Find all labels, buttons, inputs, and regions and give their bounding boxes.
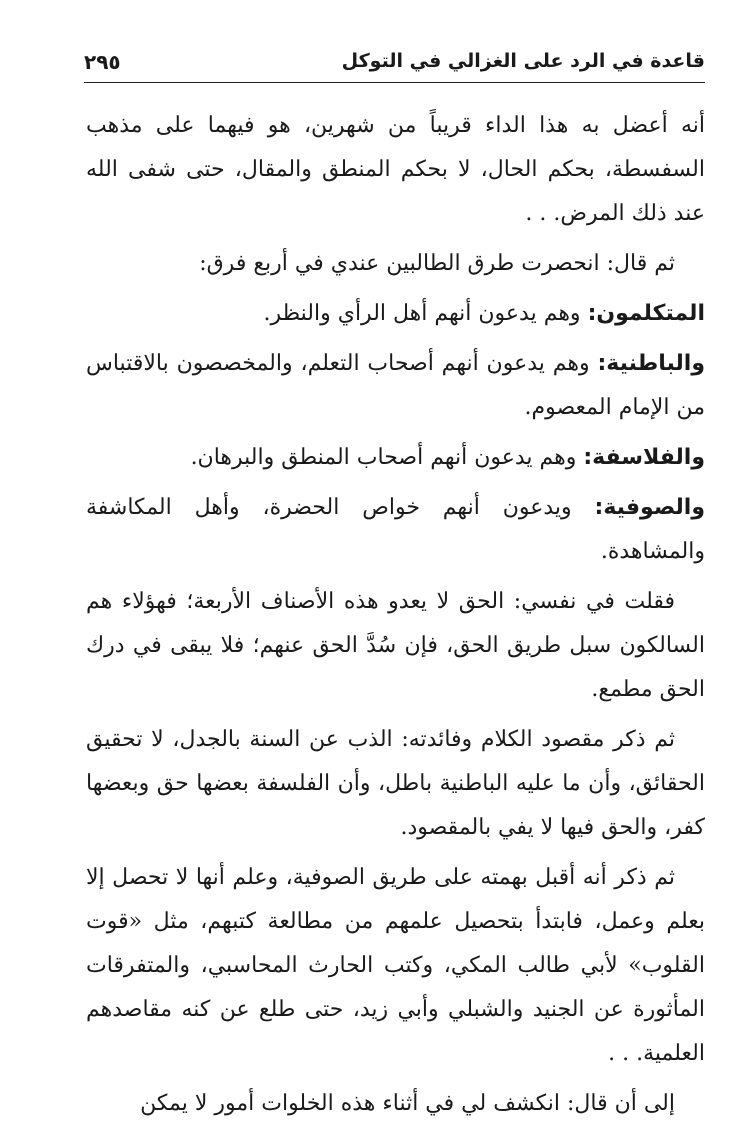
paragraph-text: ثم ذكر مقصود الكلام وفائدته: الذب عن السنة بالجدل، لا تحقيق الحقائق، وأن ما عليه الباطنية باطل، وأن الفلسفة بعضها حق وبعضها كفر، والحق فيها لا يفي بالمقصود. [86,727,705,840]
page-number: ٢٩٥ [84,50,121,74]
paragraph-text: وهم يدعون أنهم أصحاب المنطق والبرهان. [190,445,584,470]
paragraph-4 [86,342,705,430]
paragraph-10 [86,1082,705,1126]
paragraph-text: أنه أعضل به هذا الداء قريباً من شهرين، هو فيهما على مذهب السفسطة، بحكم الحال، لا بحكم المنطق والمقال، حتى شفى الله عند ذلك المرض. . . [86,113,705,226]
paragraph-2 [86,242,705,286]
running-title: قاعدة في الرد على الغزالي في التوكل [341,50,705,72]
paragraph-6 [86,486,705,574]
page-body [86,104,705,1132]
paragraph-9 [86,856,705,1076]
paragraph-term: والفلاسفة: [583,445,705,470]
paragraph-term: المتكلمون: [587,301,705,326]
paragraph-5 [86,436,705,480]
paragraph-8 [86,718,705,850]
paragraph-1 [86,104,705,236]
paragraph-term: والصوفية: [594,495,705,520]
paragraph-3 [86,292,705,336]
paragraph-term: والباطنية: [597,351,705,376]
paragraph-text: ثم ذكر أنه أقبل بهمته على طريق الصوفية، وعلم أنها لا تحصل إلا بعلم وعمل، فابتدأ بتحصيل علمهم من مطالعة كتبهم، مثل «قوت القلوب» لأبي طالب المكي، وكتب الحارث المحاسبي، والمتفرقات المأثورة عن الجنيد والشبلي وأبي زيد، حتى طلع عن كنه مقاصدهم العلمية. . . [86,865,705,1066]
paragraph-text: إلى أن قال: انكشف لي في أثناء هذه الخلوات أمور لا يمكن [140,1091,675,1116]
paragraph-text: فقلت في نفسي: الحق لا يعدو هذه الأصناف الأربعة؛ فهؤلاء هم السالكون سبل طريق الحق، فإن سُدَّ الحق عنهم؛ فلا يبقى في درك الحق مطمع. [86,589,705,702]
paragraph-text: ثم قال: انحصرت طرق الطالبين عندي في أربع فرق: [199,251,675,276]
paragraph-text: ويدعون أنهم خواص الحضرة، وأهل المكاشفة والمشاهدة. [86,495,705,564]
paragraph-text: وهم يدعون أنهم أصحاب التعلم، والمخصصون بالاقتباس من الإمام المعصوم. [86,351,705,420]
paragraph-text: وهم يدعون أنهم أهل الرأي والنظر. [263,301,588,326]
page-header [84,42,705,83]
paragraph-7 [86,580,705,712]
